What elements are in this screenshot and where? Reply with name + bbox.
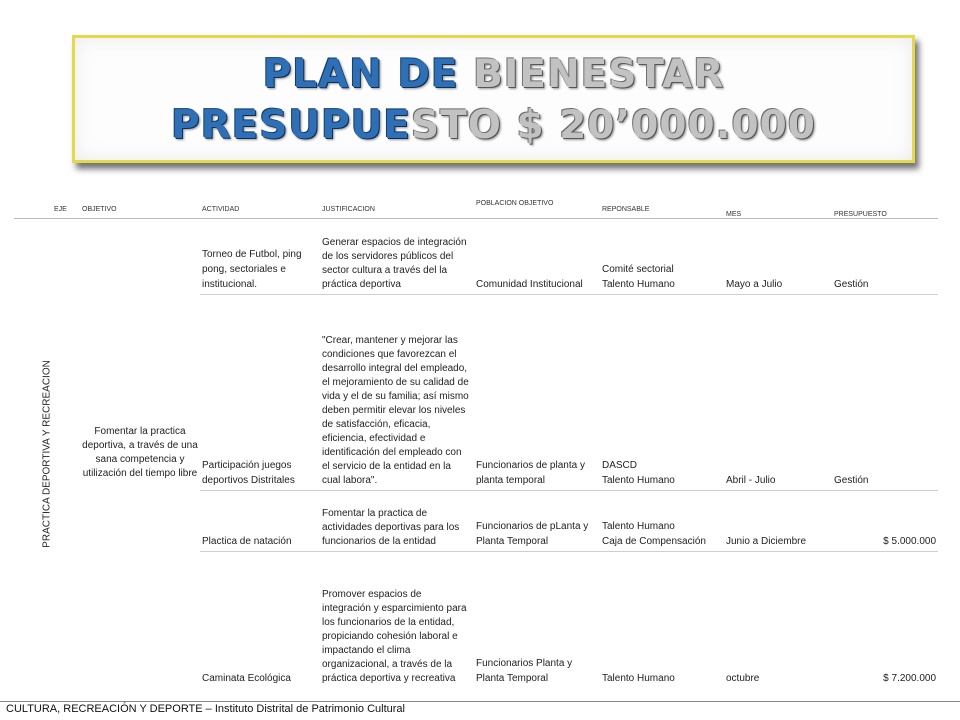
- title-line-1: [75, 52, 912, 97]
- responsable-1: DASCD: [602, 459, 638, 471]
- title-banner: [72, 35, 915, 163]
- header-justificacion: JUSTIFICACION: [320, 200, 474, 219]
- mes-cell: octubre: [726, 673, 760, 684]
- plan-table: [14, 200, 938, 688]
- responsable-cell: [600, 295, 724, 491]
- header-poblacion: POBLACION OBJETIVO: [474, 200, 600, 219]
- table-row: [14, 219, 938, 295]
- poblacion-cell: Funcionarios de pLanta y Planta Temporal: [474, 490, 600, 551]
- justificacion-cell: Fomentar la practica de actividades deportivas para los funcionarios de la entidad: [320, 490, 474, 551]
- header-presupuesto: PRESUPUESTO: [832, 200, 938, 219]
- title-line-2-blue: PRESUPUE: [171, 103, 412, 148]
- presupuesto-cell: $ 7.200.000: [883, 673, 936, 684]
- responsable-1: Comité sectorial: [602, 264, 674, 276]
- actividad-cell: Torneo de Futbol, ping pong, sectoriales e institucional.: [200, 219, 320, 295]
- responsable-cell: [600, 552, 724, 688]
- objetivo-cell: Fomentar la practica deportiva, a través de una sana competencia y utilización del tiempo libre: [82, 425, 198, 479]
- responsable-2: Caja de Compensación: [602, 536, 706, 548]
- presupuesto-cell: Gestión: [832, 295, 938, 491]
- footer-text: CULTURA, RECREACIÓN Y DEPORTE – Instituto Distrital de Patrimonio Cultural: [6, 703, 405, 715]
- header-actividad: ACTIVIDAD: [200, 200, 320, 219]
- responsable-1: Talento Humano: [602, 673, 675, 684]
- title-line-1-blue: PLAN DE: [262, 52, 459, 97]
- poblacion-cell: Funcionarios Planta y Planta Temporal: [476, 658, 573, 684]
- actividad-cell: Caminata Ecológica: [202, 673, 291, 684]
- eje-label: PRACTICA DEPORTIVA Y RECREACION: [41, 359, 53, 548]
- mes-cell: Abril - Julio: [724, 295, 832, 491]
- header-objetivo: OBJETIVO: [80, 200, 200, 219]
- table-header-row: [14, 200, 938, 219]
- responsable-2: Talento Humano: [602, 279, 675, 291]
- actividad-cell: Participación juegos deportivos Distritales: [200, 295, 320, 491]
- title-line-1-gray: BIENESTAR: [458, 52, 725, 97]
- actividad-cell: Plactica de natación: [200, 490, 320, 551]
- presupuesto-cell: Gestión: [832, 219, 938, 295]
- poblacion-cell: Funcionarios de planta y planta temporal: [474, 295, 600, 491]
- mes-cell: Mayo a Julio: [724, 219, 832, 295]
- justificacion-cell: "Crear, mantener y mejorar las condiciones que favorezcan el desarrollo integral del empleado, el mejoramiento de su calidad de vida y el de su familia; así mismo deben permitir elevar los niveles de satisfacción, eficacia, eficiencia, efectividad e identificación del empleado con el servicio de la entidad en la cual labora".: [320, 295, 474, 491]
- header-responsable: REPONSABLE: [600, 200, 724, 219]
- eje-cell: [14, 219, 80, 689]
- header-mes: MES: [724, 200, 832, 219]
- title-line-2: [75, 103, 912, 148]
- responsable-1: Talento Humano: [602, 521, 675, 533]
- poblacion-cell: Comunidad Institucional: [474, 219, 600, 295]
- mes-cell: Junio a Diciembre: [724, 490, 832, 551]
- justificacion-cell: Generar espacios de integración de los servidores públicos del sector cultura a través del la práctica deportiva: [320, 219, 474, 295]
- justificacion-cell: Promover espacios de integración y esparcimiento para los funcionarios de la entidad, propiciando cohesión laboral e impactando el clima organizacional, a través de la práctica deportiva y recreativa: [322, 589, 467, 684]
- header-eje: EJE: [14, 200, 80, 219]
- responsable-cell: [600, 490, 724, 551]
- responsable-2: Talento Humano: [602, 474, 675, 486]
- title-line-2-gray: STO $ 20’000.000: [411, 103, 816, 148]
- responsable-cell: [600, 219, 724, 295]
- footer-divider: [0, 701, 960, 702]
- presupuesto-cell: $ 5.000.000: [832, 490, 938, 551]
